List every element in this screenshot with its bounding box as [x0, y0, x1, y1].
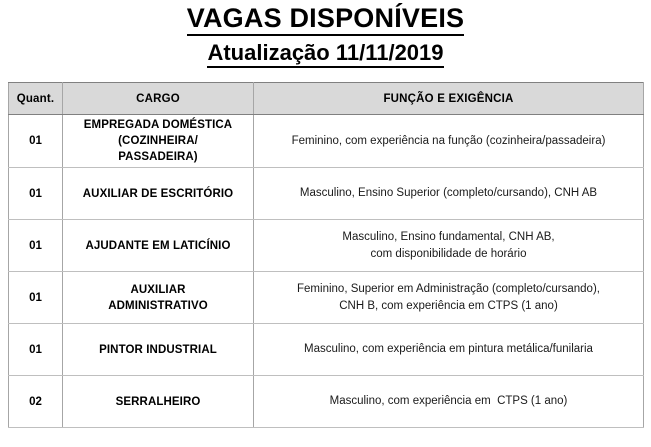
cell-requirements-line: com disponibilidade de horário [370, 247, 527, 260]
cell-role [63, 115, 254, 168]
page-subtitle-wrap [0, 40, 651, 68]
table-body [9, 115, 644, 428]
cell-role [63, 324, 254, 376]
cell-requirements-line: Feminino, com experiência na função (cozinheira/passadeira) [291, 134, 606, 147]
page-subtitle: Atualização 11/11/2019 [207, 40, 443, 68]
cell-role-line: AUXILIAR [130, 283, 186, 296]
cell-requirements [254, 168, 644, 220]
column-header-role: CARGO [63, 83, 254, 115]
cell-requirements-line: Masculino, Ensino fundamental, CNH AB, [342, 230, 555, 243]
table-row [9, 376, 644, 428]
table-row [9, 168, 644, 220]
cell-role-line: AUXILIAR DE ESCRITÓRIO [82, 187, 234, 200]
cell-role-line: PINTOR INDUSTRIAL [99, 343, 217, 356]
cell-quantity: 01 [9, 220, 63, 272]
cell-role-line: AJUDANTE EM LATICÍNIO [85, 239, 231, 252]
cell-quantity: 02 [9, 376, 63, 428]
cell-quantity: 01 [9, 168, 63, 220]
cell-role-line: SERRALHEIRO [115, 395, 201, 408]
cell-requirements [254, 272, 644, 324]
cell-role [63, 272, 254, 324]
cell-requirements [254, 220, 644, 272]
cell-requirements [254, 324, 644, 376]
cell-requirements [254, 115, 644, 168]
cell-role-line: EMPREGADA DOMÉSTICA [83, 119, 233, 131]
cell-requirements-line: CNH B, com experiência em CTPS (1 ano) [339, 299, 558, 312]
cell-role-line: (COZINHEIRA/ [118, 135, 198, 147]
table-header-row [9, 83, 644, 115]
table-row [9, 324, 644, 376]
cell-role [63, 220, 254, 272]
cell-role [63, 376, 254, 428]
page-title-wrap [0, 3, 651, 36]
vacancies-table [8, 82, 644, 428]
cell-quantity: 01 [9, 272, 63, 324]
table-row [9, 220, 644, 272]
table-header [9, 83, 644, 115]
cell-quantity: 01 [9, 115, 63, 168]
cell-role-line: ADMINISTRATIVO [108, 299, 208, 312]
cell-requirements-line: Masculino, com experiência em pintura metálica/funilaria [304, 343, 593, 355]
column-header-requirements: FUNÇÃO E EXIGÊNCIA [254, 83, 644, 115]
cell-requirements-line: Feminino, Superior em Administração (completo/cursando), [297, 282, 600, 295]
vacancies-table-container [8, 82, 643, 428]
document-heading [0, 0, 651, 68]
cell-requirements-line: Masculino, Ensino Superior (completo/cursando), CNH AB [299, 187, 598, 199]
column-header-quantity: Quant. [9, 83, 63, 115]
cell-role [63, 168, 254, 220]
cell-role-line: PASSADEIRA) [118, 151, 198, 163]
table-row [9, 115, 644, 168]
cell-requirements-line: Masculino, com experiência em CTPS (1 ano) [329, 395, 568, 407]
cell-requirements [254, 376, 644, 428]
cell-quantity: 01 [9, 324, 63, 376]
table-row [9, 272, 644, 324]
page-title: VAGAS DISPONÍVEIS [187, 3, 464, 36]
